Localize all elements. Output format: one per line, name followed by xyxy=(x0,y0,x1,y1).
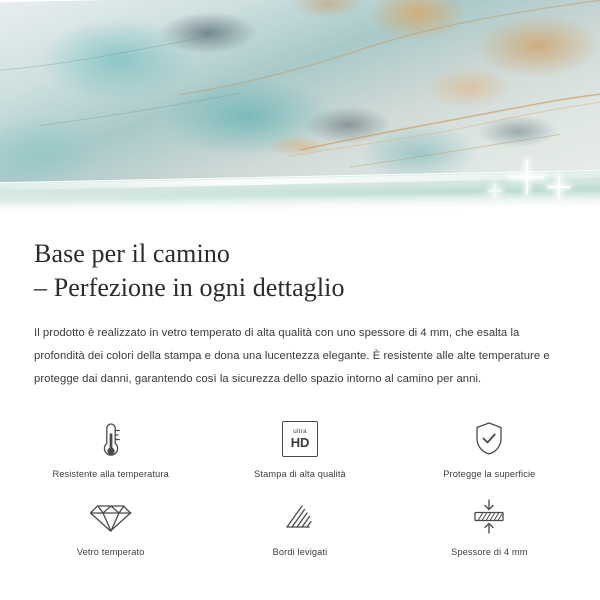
feature-grid xyxy=(0,415,600,557)
feature-item-tempered-glass xyxy=(16,493,205,557)
ultra-hd-icon xyxy=(282,415,318,463)
ultra-hd-badge-top: ultra xyxy=(293,427,307,435)
polished-edges-icon xyxy=(278,493,322,541)
hero-bottom-fade xyxy=(0,191,600,215)
headline-line-2: – Perfezione in ogni dettaglio xyxy=(34,273,345,303)
feature-item-thickness xyxy=(395,493,584,557)
feature-item-polished-edges xyxy=(205,493,394,557)
feature-label: Resistente alla temperatura xyxy=(52,469,169,480)
feature-label: Spessore di 4 mm xyxy=(451,547,528,558)
feature-label: Vetro temperato xyxy=(76,547,145,558)
feature-label: Protegge la superficie xyxy=(443,469,536,480)
shield-check-icon xyxy=(469,415,509,463)
diamond-icon xyxy=(90,493,132,541)
ultra-hd-badge-main: HD xyxy=(290,435,310,451)
feature-item-temperature xyxy=(16,415,205,479)
feature-item-print-quality xyxy=(205,415,394,479)
feature-item-surface-protection xyxy=(395,415,584,479)
hero-product-image xyxy=(0,0,600,215)
headline-line-1: Base per il camino xyxy=(34,239,231,268)
content-block xyxy=(0,237,600,391)
feature-label: Stampa di alta qualità xyxy=(254,469,346,480)
thermometer-icon xyxy=(91,415,131,463)
description-paragraph: Il prodotto è realizzato in vetro temperato di alta qualità con uno spessore di 4 mm, che esalta la profondità dei colori della stampa e dona una lucentezza elegante. È resistente alle alte temperature e protegge dai danni, garantendo così la sicurezza dello spazio intorno al camino per anni. xyxy=(34,326,550,385)
page-title xyxy=(34,237,566,306)
thickness-icon xyxy=(467,493,511,541)
feature-label: Bordi levigati xyxy=(272,547,328,558)
